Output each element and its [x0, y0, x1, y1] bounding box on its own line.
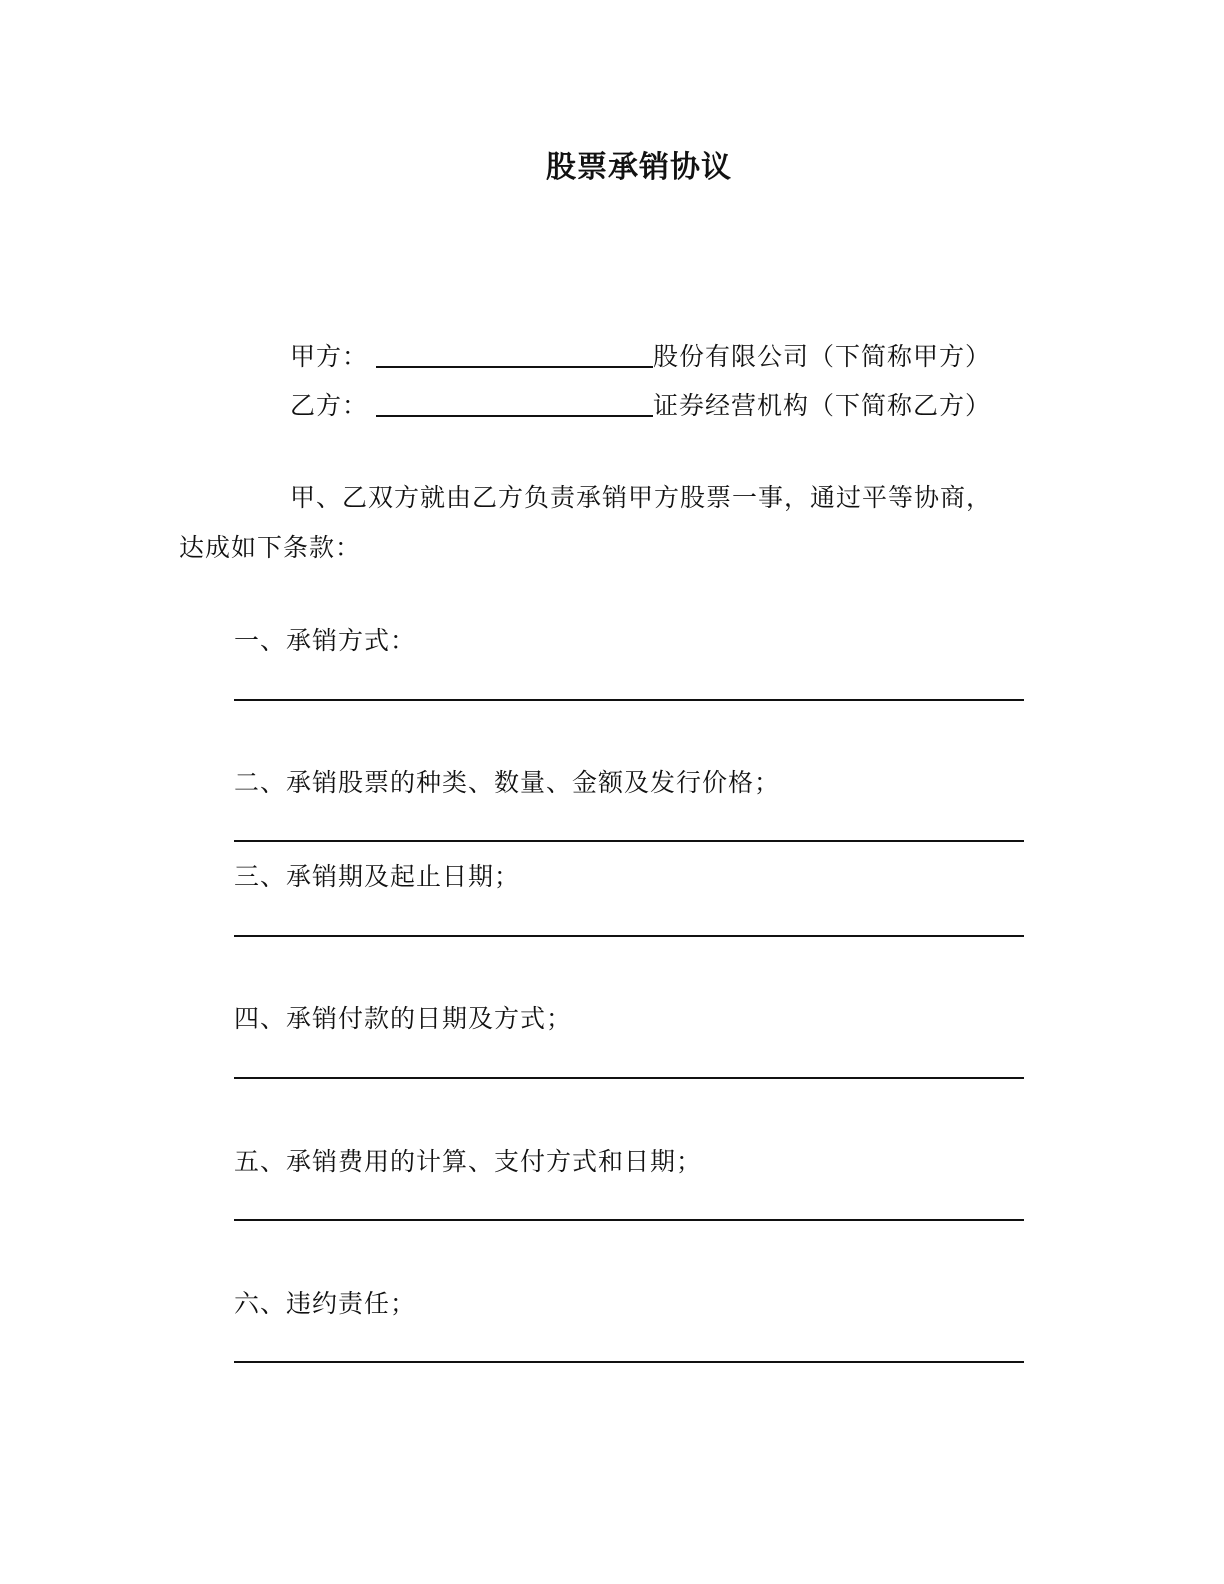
clause-1-heading: 一、承销方式：: [234, 626, 417, 655]
clause-3-fill-line[interactable]: [234, 935, 1024, 937]
party-b-row: [290, 389, 991, 421]
preamble-line-1: 甲、乙双方就由乙方负责承销甲方股票一事，通过平等协商，: [290, 483, 993, 512]
clause-4-fill-line[interactable]: [234, 1077, 1024, 1079]
clause-2-heading: 二、承销股票的种类、数量、金额及发行价格；: [234, 768, 781, 797]
party-b-label: 乙方：: [290, 391, 369, 420]
clause-3-heading: 三、承销期及起止日期；: [234, 862, 521, 891]
document-title: 股票承销协议: [546, 150, 732, 185]
clause-5-fill-line[interactable]: [234, 1219, 1024, 1221]
preamble-line-2: 达成如下条款：: [179, 533, 362, 562]
party-b-suffix: 证券经营机构（下简称乙方）: [653, 391, 992, 420]
clause-5-heading: 五、承销费用的计算、支付方式和日期；: [234, 1147, 703, 1176]
party-a-row: [290, 340, 991, 372]
party-a-name-blank[interactable]: [376, 340, 653, 368]
clause-6-heading: 六、违约责任；: [234, 1289, 417, 1318]
party-a-suffix: 股份有限公司（下简称甲方）: [653, 342, 992, 371]
clause-4-heading: 四、承销付款的日期及方式；: [234, 1004, 573, 1033]
clause-6-fill-line[interactable]: [234, 1361, 1024, 1363]
clause-2-fill-line[interactable]: [234, 840, 1024, 842]
party-a-label: 甲方：: [290, 342, 369, 371]
party-b-name-blank[interactable]: [376, 389, 653, 417]
clause-1-fill-line[interactable]: [234, 699, 1024, 701]
